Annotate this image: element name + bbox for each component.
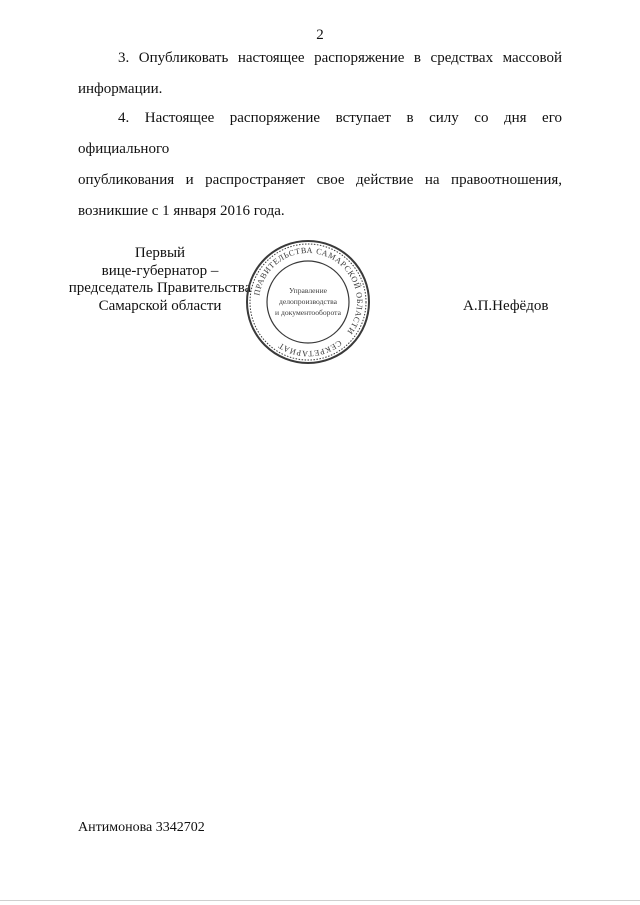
signer-title-line: Самарской области (98, 297, 222, 314)
signer-title (60, 245, 260, 315)
paragraph-line: опубликования и распространяет свое действие на правоотношения, (78, 172, 562, 188)
executor-contact: Антимонова 3342702 (78, 820, 205, 835)
signer-title-line: председатель Правительства (68, 280, 252, 296)
signer-title-line: вице-губернатор – (101, 262, 219, 279)
stamp-center-line: делопроизводства (278, 297, 338, 306)
paragraph-line: 3. Опубликовать настоящее распоряжение в средствах массовой (118, 50, 562, 66)
svg-text:СЕКРЕТАРИАТ (277, 338, 344, 358)
official-stamp (244, 238, 372, 366)
stamp-center-line: Управление (288, 286, 328, 295)
signer-name: А.П.Нефёдов (463, 298, 549, 314)
signer-title-line: Первый (134, 245, 186, 261)
paragraph-line: 4. Настоящее распоряжение вступает в силу со дня его официального (78, 110, 562, 157)
paragraph-publish (78, 43, 562, 105)
stamp-center-line: и документооборота (275, 308, 341, 317)
stamp-ring-text: ПРАВИТЕЛЬСТВА САМАРСКОЙ ОБЛАСТИ (252, 245, 365, 337)
page-number: 2 (316, 27, 324, 43)
scan-edge-divider (0, 900, 640, 901)
paragraph-effective-date (78, 103, 562, 227)
paragraph-line: информации. (78, 81, 163, 97)
stamp-seal-icon (244, 238, 372, 366)
stamp-ring-text-left: СЕКРЕТАРИАТ (276, 338, 344, 359)
paragraph-line: возникшие с 1 января 2016 года. (78, 203, 285, 219)
